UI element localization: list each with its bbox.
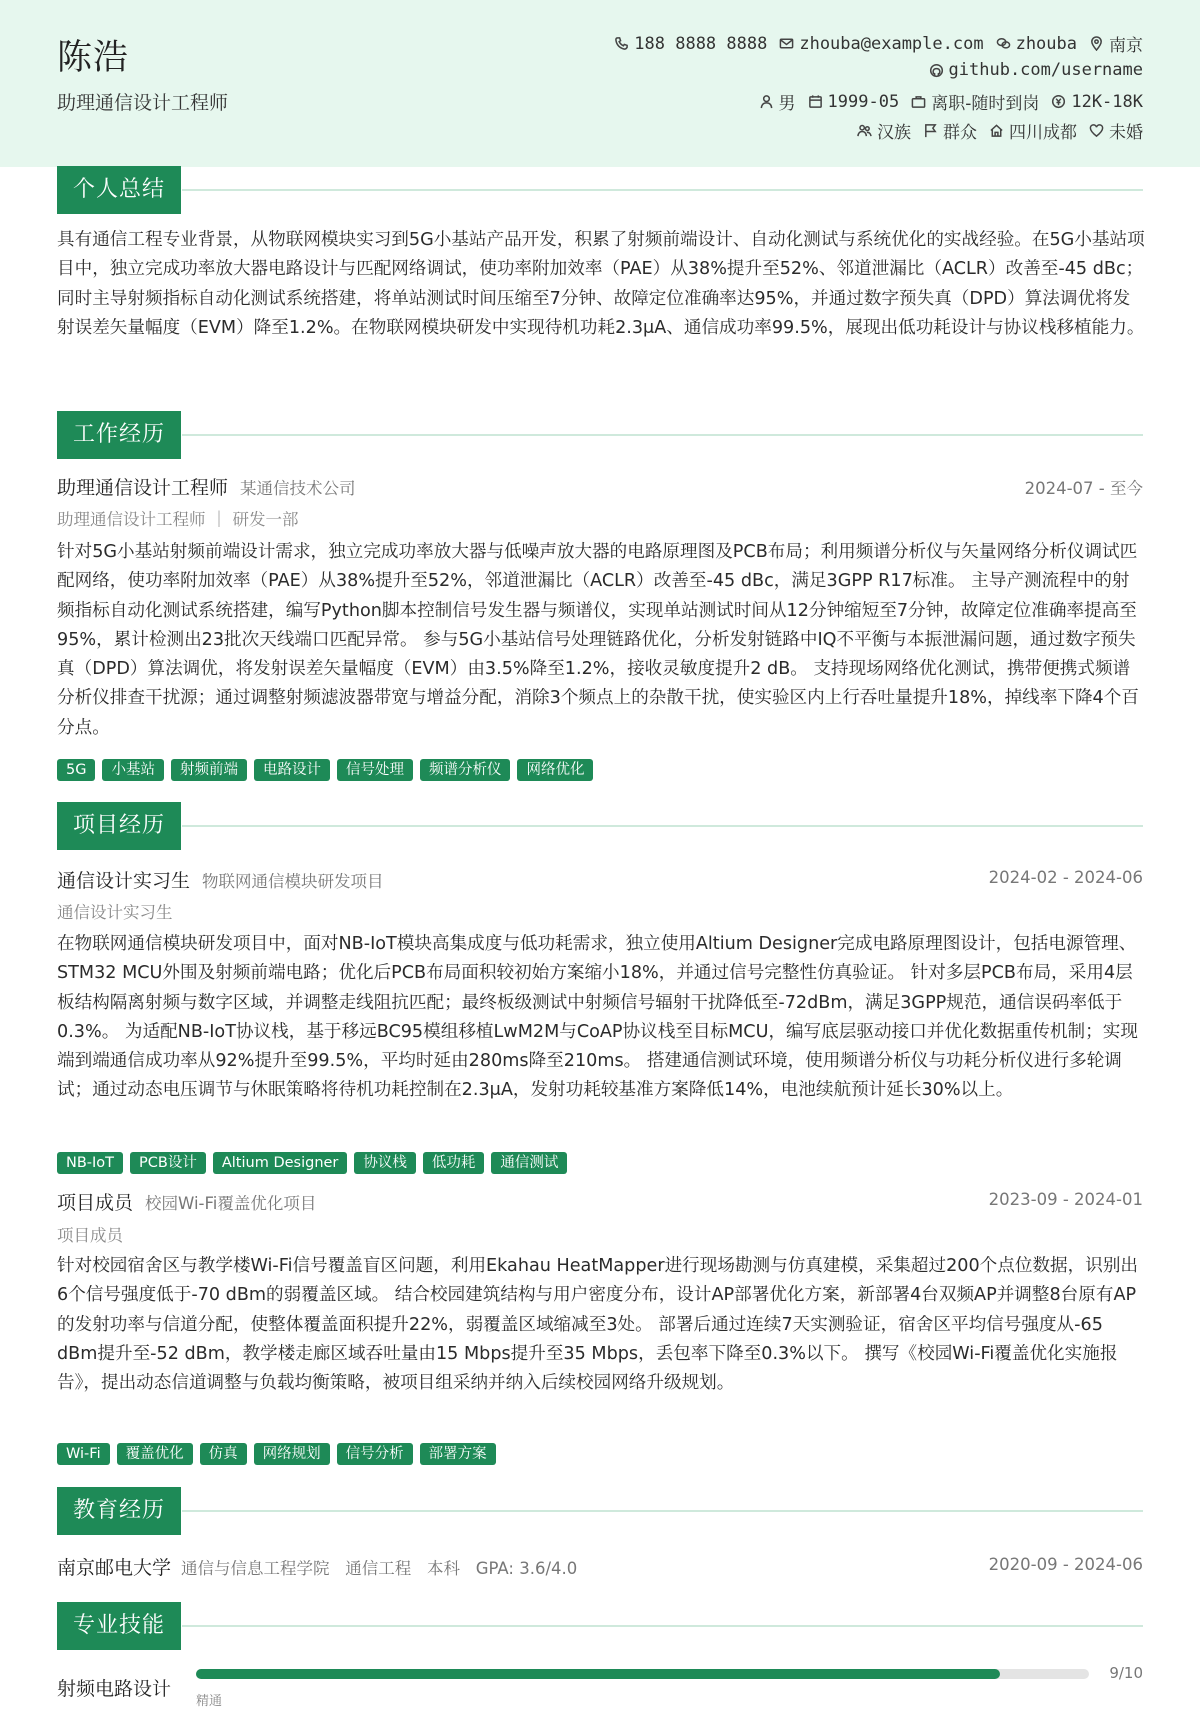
skill-tag: 电路设计	[254, 759, 330, 781]
skill-tag: 网络规划	[254, 1443, 330, 1465]
project-description: 在物联网通信模块研发项目中，面对NB-IoT模块高集成度与低功耗需求，独立使用Altium Designer完成电路原理图设计，包括电源管理、STM32 MCU外围及射频前端电路；优化后PCB布局面积较初始方案缩小18%，并通过信号完整性仿真验证。 针对多层PCB布局，采用4层板结构隔离射频与数字区域，并调整走线阻抗匹配；最终板级测试中射频信号辐射干扰降低至-72dBm，满足3GPP规范，通信误码率低于0.3%。 为适配NB-IoT协议栈，基于移远BC95模组移植LwM2M与CoAP协议栈至目标MCU，编写底层驱动接口并优化数据重传机制；实现端到端通信成功率从92%提升至99.5%，平均时延由280ms降至210ms。 搭建通信测试环境，使用频谱分析仪与功耗分析仪进行多轮调试；通过动态电压调节与休眠策略将待机功耗控制在2.3μA，发射功耗较基准方案降低14%，电池续航预计延长30%以上。	[57, 934, 1138, 1101]
section-education-heading	[57, 1487, 1143, 1535]
phone-icon	[614, 36, 629, 51]
contact-hometown-text: 四川成都	[1009, 123, 1077, 143]
skill-tag: 小基站	[102, 759, 164, 781]
work-description: 针对5G小基站射频前端设计需求，独立完成功率放大器与低噪声放大器的电路原理图及PCB布局；利用频谱分析仪与矢量网络分析仪调试匹配网络，使功率附加效率（PAE）从38%提升至52%，邻道泄漏比（ACLR）改善至-45 dBc，满足3GPP R17标准。 主导产测流程中的射频指标自动化测试系统搭建，编写Python脚本控制信号发生器与频谱仪，实现单站测试时间从12分钟缩短至7分钟，故障定位准确率提高至95%，累计检测出23批次天线端口匹配异常。 参与5G小基站信号处理链路优化，分析发射链路中IQ不平衡与本振泄漏问题，通过数字预失真（DPD）算法调优，将发射误差矢量幅度（EVM）由3.5%降至1.2%，接收灵敏度提升2 dB。 支持现场网络优化测试，携带便携式频谱分析仪排查干扰源；通过调整射频滤波器带宽与增益分配，消除3个频点上的杂散干扰，使实验区内上行吞吐量提升18%，掉线率下降4个百分点。	[57, 542, 1139, 738]
work-entry-header	[57, 473, 1143, 499]
section-summary-label: 个人总结	[57, 166, 181, 214]
work-entry-title	[57, 473, 356, 500]
section-work-label: 工作经历	[57, 411, 181, 459]
project-date: 2024-02 - 2024-06	[988, 868, 1143, 887]
project-subtitle: 项目成员	[57, 1226, 123, 1245]
salary-icon	[1051, 94, 1066, 109]
education-entry	[57, 1553, 1143, 1579]
home-icon	[989, 123, 1004, 138]
contact-status-text: 离职-随时到岗	[931, 94, 1040, 114]
contact-location	[1089, 31, 1143, 56]
contact-email[interactable]	[779, 34, 983, 54]
section-projects-heading	[57, 802, 1143, 850]
section-divider	[182, 189, 1143, 191]
contact-salary-text: 12K-18K	[1071, 91, 1143, 112]
work-date: 2024-07 - 至今	[1024, 479, 1143, 498]
project-subtitle: 通信设计实习生	[57, 903, 173, 922]
skill-tag: 频谱分析仪	[420, 759, 511, 781]
flag-icon	[923, 123, 938, 138]
contact-ethnicity	[857, 118, 911, 143]
project-date: 2023-09 - 2024-01	[988, 1190, 1143, 1209]
skill-progress-track	[196, 1669, 1089, 1679]
skill-score: 9/10	[1109, 1664, 1143, 1682]
education-info: 通信与信息工程学院 通信工程 本科 GPA: 3.6/4.0	[181, 1559, 578, 1578]
contact-gender	[759, 89, 796, 114]
candidate-title: 助理通信设计工程师	[57, 92, 229, 114]
work-role: 助理通信设计工程师	[57, 477, 229, 499]
contact-marital-text: 未婚	[1109, 123, 1143, 143]
section-projects-label: 项目经历	[57, 802, 181, 850]
contact-birth	[808, 92, 900, 112]
section-skills-label: 专业技能	[57, 1602, 181, 1650]
contact-salary	[1051, 92, 1143, 112]
contact-row-2	[929, 60, 1143, 80]
education-school: 南京邮电大学	[57, 1557, 172, 1579]
section-work-heading	[57, 411, 1143, 459]
skill-tag: 协议栈	[354, 1152, 416, 1174]
skill-tag: NB-IoT	[57, 1152, 123, 1174]
section-skills-heading	[57, 1602, 1143, 1650]
contact-phone-text: 188 8888 8888	[634, 33, 768, 54]
person-icon	[759, 94, 774, 109]
skill-progress-fill	[196, 1669, 1000, 1679]
project-tags	[57, 1152, 567, 1174]
skill-name: 射频电路设计	[57, 1678, 172, 1700]
candidate-name: 陈浩	[57, 38, 130, 78]
mail-icon	[779, 36, 794, 51]
project-entry-title	[57, 866, 384, 893]
work-company: 某通信技术公司	[240, 479, 356, 498]
skill-tag: Wi-Fi	[57, 1443, 110, 1465]
contact-row-4	[857, 118, 1143, 143]
project-description: 针对校园宿舍区与教学楼Wi-Fi信号覆盖盲区问题，利用Ekahau HeatMapper进行现场勘测与仿真建模，采集超过200个点位数据，识别出6个信号强度低于-70 dBm的弱覆盖区域。 结合校园建筑结构与用户密度分布，设计AP部署优化方案，新部署4台双频AP并调整8台原有AP的发射功率与信道分配，使整体覆盖面积提升22%，弱覆盖区域缩减至3处。 部署后通过连续7天实测验证，宿舍区平均信号强度从-65 dBm提升至-52 dBm，教学楼走廊区域吞吐量由15 Mbps提升至35 Mbps，丢包率下降至0.3%以下。 撰写《校园Wi-Fi覆盖优化实施报告》，提出动态信道调整与负载均衡策略，被项目组采纳并纳入后续校园网络升级规划。	[57, 1256, 1139, 1394]
work-tags	[57, 759, 593, 781]
skill-tag: 覆盖优化	[117, 1443, 193, 1465]
skill-tag: 信号分析	[337, 1443, 413, 1465]
calendar-icon	[808, 94, 823, 109]
contact-row-1	[614, 31, 1143, 56]
contact-gender-text: 男	[778, 94, 796, 114]
contact-ethnicity-text: 汉族	[877, 123, 911, 143]
skill-tag: 低功耗	[423, 1152, 485, 1174]
contact-email-text: zhouba@example.com	[799, 33, 984, 54]
project-name: 校园Wi-Fi覆盖优化项目	[145, 1194, 317, 1213]
contact-hometown	[989, 118, 1077, 143]
contact-row-3	[759, 89, 1143, 114]
wechat-icon	[996, 36, 1011, 51]
contact-marital	[1089, 118, 1143, 143]
skill-tag: 网络优化	[517, 759, 593, 781]
section-summary-heading	[57, 166, 1143, 214]
heart-icon	[1089, 123, 1104, 138]
section-divider	[182, 825, 1143, 827]
skill-tag: 射频前端	[171, 759, 247, 781]
contact-political-text: 群众	[943, 123, 977, 143]
skill-tag: 5G	[57, 759, 95, 781]
contact-wechat	[996, 34, 1077, 54]
github-icon	[929, 63, 944, 78]
skill-tag: PCB设计	[130, 1152, 206, 1174]
summary-text: 具有通信工程专业背景，从物联网模块实习到5G小基站产品开发，积累了射频前端设计、自动化测试与系统优化的实战经验。在5G小基站项目中，独立完成功率放大器电路设计与匹配网络调试，使功率附加效率（PAE）从38%提升至52%、邻道泄漏比（ACLR）改善至-45 dBc；同时主导射频指标自动化测试系统搭建，将单站测试时间压缩至7分钟、故障定位准确率达95%，并通过数字预失真（DPD）算法调优将发射误差矢量幅度（EVM）降至1.2%。在物联网模块研发中实现待机功耗2.3μA、通信成功率99.5%，展现出低功耗设计与协议栈移植能力。	[57, 230, 1145, 338]
project-entry-title	[57, 1188, 316, 1215]
project-entry-header	[57, 1188, 1143, 1214]
project-entry-header	[57, 866, 1143, 892]
skill-tag: 部署方案	[420, 1443, 496, 1465]
skill-tag: 信号处理	[337, 759, 413, 781]
project-role: 项目成员	[57, 1192, 134, 1214]
project-name: 物联网通信模块研发项目	[202, 872, 384, 891]
briefcase-icon	[911, 94, 926, 109]
location-icon	[1089, 36, 1104, 51]
contact-political	[923, 118, 977, 143]
contact-birth-text: 1999-05	[827, 91, 900, 112]
contact-github-text: github.com/username	[948, 60, 1143, 80]
skill-tag: 通信测试	[491, 1152, 567, 1174]
resume-header	[0, 0, 1200, 167]
project-role: 通信设计实习生	[57, 870, 191, 892]
section-divider	[182, 1510, 1143, 1512]
contact-location-text: 南京	[1109, 36, 1143, 56]
contact-status	[911, 89, 1039, 114]
work-subtitle: 助理通信设计工程师 ｜ 研发一部	[57, 510, 299, 529]
project-tags	[57, 1443, 496, 1465]
skill-tag: 仿真	[200, 1443, 247, 1465]
section-divider	[182, 1625, 1143, 1627]
education-date: 2020-09 - 2024-06	[988, 1555, 1143, 1574]
skill-tag: Altium Designer	[213, 1152, 348, 1174]
skill-level: 精通	[196, 1694, 223, 1709]
contact-phone	[614, 34, 767, 54]
contact-wechat-text: zhouba	[1015, 33, 1077, 54]
section-divider	[182, 434, 1143, 436]
contact-github[interactable]	[929, 60, 1143, 80]
people-icon	[857, 123, 872, 138]
section-education-label: 教育经历	[57, 1487, 181, 1535]
